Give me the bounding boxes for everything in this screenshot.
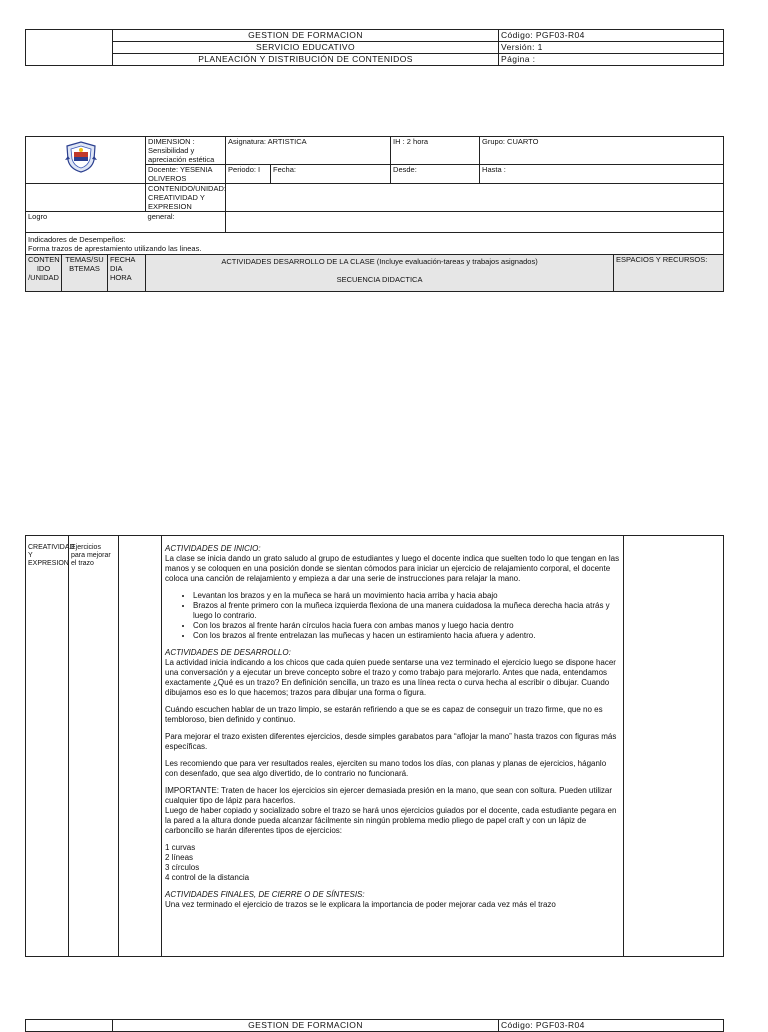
- ih-label: IH : 2 hora: [391, 137, 480, 165]
- logro-label: Logro: [26, 212, 146, 233]
- grupo-label: Grupo: CUARTO: [480, 137, 724, 165]
- lesson-tema: Ejercicios para mejorar el trazo: [69, 536, 119, 957]
- asignatura-label: Asignatura: ARTISTICA: [226, 137, 391, 165]
- desarrollo-paragraph: Luego de haber copiado y socializado sobre el trazo se hará unos ejercicios guiados por el docente, cada estudiante pegara en la pared a la altura donde pueda alcanzar fácilmente sin ningún problema medio pliego de papel craft y con un lápiz de carboncillo se harán diferentes tipos de ejercicios:: [165, 806, 617, 835]
- list-item: • Levantan los brazos y en la muñeca se hará un movimiento hacia arriba y hacia abajo: [193, 591, 620, 601]
- dimension-label: DIMENSION : Sensibilidad y apreciación estética: [146, 137, 226, 165]
- secuencia-header-text: SECUENCIA DIDACTICA: [336, 275, 423, 284]
- next-header-title: GESTION DE FORMACION: [113, 1020, 499, 1032]
- lesson-table: [25, 535, 724, 957]
- desarrollo-title: ACTIVIDADES DE DESARROLLO:: [165, 648, 291, 657]
- lesson-fecha: [119, 536, 162, 957]
- header-title-3: PLANEACIÓN Y DISTRIBUCIÓN DE CONTENIDOS: [113, 54, 499, 66]
- ejercicio-item: 1 curvas: [165, 843, 196, 852]
- list-item: • Con los brazos al frente entrelazan las muñecas y hacen un estiramiento hacia afuera y adentro.: [193, 631, 620, 641]
- lesson-espacios: [624, 536, 724, 957]
- indicadores-label: Indicadores de Desempeños:: [28, 235, 126, 244]
- desarrollo-paragraph: Les recomiendo que para ver resultados reales, ejerciten su mano todos los días, con planas y planas de ejercicios, háganlo con desenfado, que sea algo divertido, de lo contrario no funcionará.: [165, 759, 607, 778]
- desarrollo-paragraph: Cuándo escuchen hablar de un trazo limpio, se estarán refiriendo a que se es capaz de conseguir un trazo firme, que no es tembloroso, bien definido y continuo.: [165, 705, 603, 724]
- ejercicio-item: 4 control de la distancia: [165, 873, 250, 882]
- lesson-contenido: CREATIVIDAD Y EXPRESION: [26, 536, 69, 957]
- contenido-unidad-value: [226, 184, 724, 212]
- col-actividades-header: [146, 255, 614, 292]
- inicio-text: La clase se inicia dando un grato saludo al grupo de estudiantes y luego el docente indica que suelten todo lo que tengan en las manos y se coloquen en una posición donde se sientan cómodos para iniciar un ejercicio de relajamiento corporal, el docente coloca una canción de relajamiento y empieza a dar una serie de instrucciones para relajar la mano.: [165, 554, 620, 583]
- empty-cell: [26, 184, 146, 212]
- inicio-title: ACTIVIDADES DE INICIO:: [165, 544, 261, 553]
- desarrollo-paragraph: IMPORTANTE: Traten de hacer los ejercicios sin ejercer demasiada presión en la mano, que sean con soltura. Pueden utilizar cualquier tipo de lápiz para hacerlos.: [165, 786, 613, 805]
- next-page-header: [25, 1019, 724, 1032]
- contenido-unidad-label: CONTENIDO/UNIDAD: CREATIVIDAD Y EXPRESION: [146, 184, 226, 212]
- fecha-label: Fecha:: [271, 165, 391, 184]
- lesson-activities: [162, 536, 624, 957]
- docente-label: Docente: YESENIA OLIVEROS: [146, 165, 226, 184]
- header-title-2: SERVICIO EDUCATIVO: [113, 42, 499, 54]
- logro-value: [226, 212, 724, 233]
- final-text: Una vez terminado el ejercicio de trazos se le explicara la importancia de poder mejorar cada vez más el trazo: [165, 900, 556, 909]
- ejercicio-item: 3 círculos: [165, 863, 200, 872]
- col-espacios-header: ESPACIOS Y RECURSOS:: [614, 255, 724, 292]
- periodo-label: Periodo: I: [226, 165, 271, 184]
- ejercicio-item: 2 líneas: [165, 853, 194, 862]
- indicadores-cell: [26, 233, 724, 255]
- col-contenido-header: CONTEN IDO /UNIDAD: [26, 255, 62, 292]
- desarrollo-paragraph: La actividad inicia indicando a los chicos que cada quien puede sentarse una vez terminado el ejercicio luego se dispone hacer una conversación y a ejecutar un breve concepto sobre el trazo y como trabajo para mejorarlo. Antes que nada, entendamos exactamente ¿Qué es un trazo? En definición sencilla, un trazo es una línea recta o curva hecha al escribir o dibujar. Cuando dibujamos eso es lo que hacemos; trazos para dibujar una forma o figura.: [165, 658, 616, 697]
- actividades-header-text: ACTIVIDADES DESARROLLO DE LA CLASE (Incluye evaluación-tareas y trabajos asignados): [221, 257, 538, 266]
- inicio-list: [165, 591, 620, 641]
- desarrollo-paragraph: Para mejorar el trazo existen diferentes ejercicios, desde simples garabatos para “aflojar la mano” hasta trazos con figuras más específicas.: [165, 732, 617, 751]
- hasta-label: Hasta :: [480, 165, 724, 184]
- header-pagina: Página :: [499, 54, 724, 66]
- indicadores-text: Forma trazos de aprestamiento utilizando las lineas.: [28, 244, 202, 253]
- header-title-1: GESTION DE FORMACION: [113, 30, 499, 42]
- list-item: • Con los brazos al frente harán círculos hacia fuera con ambas manos y luego hacia dentro: [193, 621, 620, 631]
- next-header-codigo: Código: PGF03-R04: [499, 1020, 724, 1032]
- logo-cell: [26, 137, 146, 184]
- logro-general-label: general:: [146, 212, 226, 233]
- header-codigo: Código: PGF03-R04: [499, 30, 724, 42]
- document-header: [25, 29, 724, 66]
- class-info-table: [25, 136, 724, 292]
- col-fecha-header: FECHA DIA HORA: [108, 255, 146, 292]
- header-version: Versión: 1: [499, 42, 724, 54]
- final-title: ACTIVIDADES FINALES, DE CIERRE O DE SÍNTESIS:: [165, 890, 365, 899]
- col-temas-header: TEMAS/SU BTEMAS: [62, 255, 108, 292]
- next-header-logo-cell: [26, 1020, 113, 1032]
- list-item: • Brazos al frente primero con la muñeca izquierda flexiona de una manera cuidadosa la muñeca derecha hacia atrás y luego lo contrario.: [193, 601, 620, 621]
- desde-label: Desde:: [391, 165, 480, 184]
- header-logo-cell: [26, 30, 113, 66]
